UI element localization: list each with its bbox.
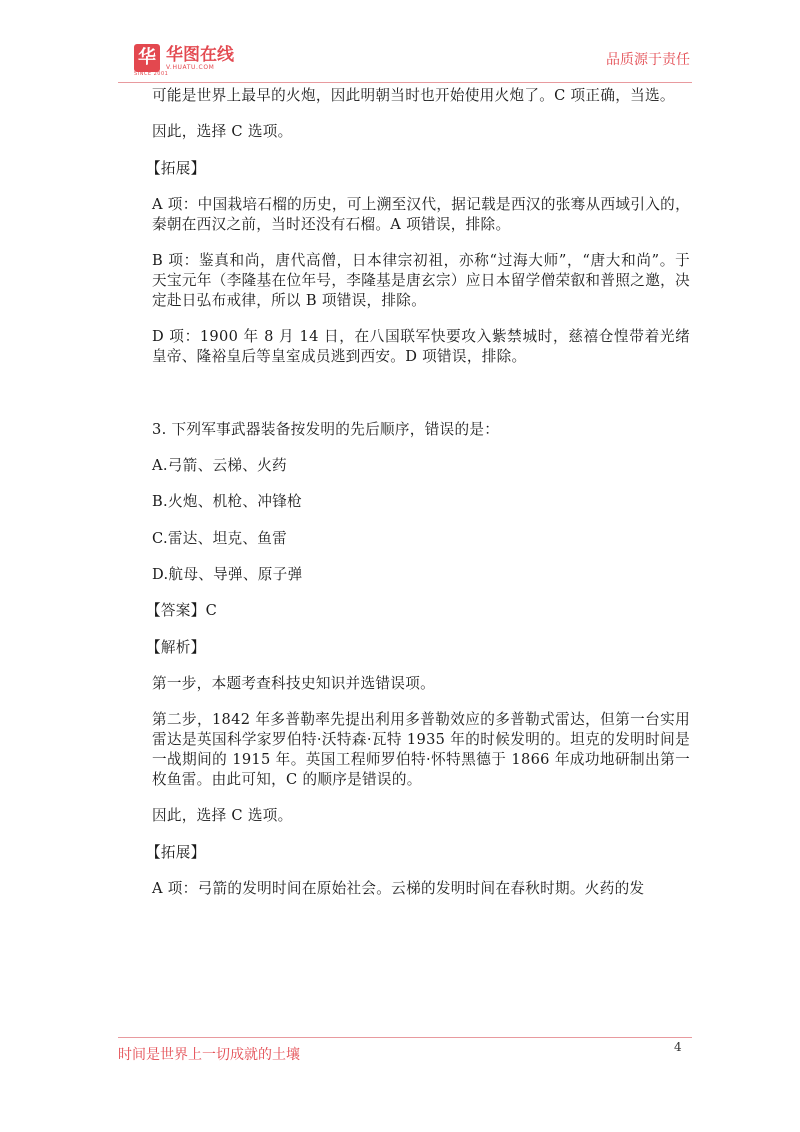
analysis-paragraph: 因此，选择 C 选项。 [152,807,293,825]
paragraph: 可能是世界上最早的火炮，因此明朝当时也开始使用火炮了。C 项正确，当选。 [152,87,675,104]
document-body [146,86,690,915]
option-b: B.火炮、机枪、冲锋枪 [152,493,303,511]
header-slogan: 品质源于责任 [606,52,690,68]
question-stem: 3. 下列军事武器装备按发明的先后顺序，错误的是： [152,420,500,438]
option-d: D.航母、导弹、原子弹 [152,565,303,583]
logo-since: SINCE 2001 [134,71,169,77]
option-a: A.弓箭、云梯、火药 [152,457,287,475]
header-divider [118,82,692,83]
paragraph: A 项：中国栽培石榴的历史，可上溯至汉代，据记载是西汉的张骞从西域引入的，秦朝在西汉之前，当时还没有石榴。A 项错误，排除。 [152,195,690,233]
spacer [152,384,690,420]
answer-label: 【答案】C [146,602,218,620]
paragraph: D 项：1900 年 8 月 14 日，在八国联军快要攻入紫禁城时，慈禧仓惶带着光绪皇帝、隆裕皇后等皇室成员逃到西安。D 项错误，排除。 [152,328,690,366]
footer-motto: 时间是世界上一切成就的土壤 [118,1047,300,1063]
logo-text: 华图在线 [166,44,234,65]
analysis-paragraph: 第二步，1842 年多普勒率先提出利用多普勒效应的多普勒式雷达，但第一台实用雷达是英国科学家罗伯特·沃特森·瓦特 1935 年的时候发明的。坦克的发明时间是一战期间的 1915 年。英国工程师罗伯特·怀特黑德于 1866 年成功地研制出第一枚鱼雷。由此可知，C 的顺序是错误的。 [152,711,690,789]
paragraph: B 项：鉴真和尚，唐代高僧，日本律宗初祖，亦称“过海大师”，“唐大和尚”。于天宝元年（李隆基在位年号，李隆基是唐玄宗）应日本留学僧荣叡和普照之邀，决定赴日弘布戒律，所以 B 项错误，排除。 [152,252,690,310]
logo-url: V.HUATU.COM [166,63,215,71]
footer-divider [118,1037,692,1038]
huatu-logo [134,43,234,77]
analysis-label: 【解析】 [146,638,206,656]
page-header [0,0,800,82]
option-c: C.雷达、坦克、鱼雷 [152,529,288,547]
paragraph: 因此，选择 C 选项。 [152,123,293,141]
analysis-paragraph: 第一步，本题考查科技史知识并选错误项。 [152,674,435,692]
section-label-extension: 【拓展】 [146,159,206,177]
section-label-extension: 【拓展】 [146,843,206,861]
analysis-paragraph: A 项：弓箭的发明时间在原始社会。云梯的发明时间在春秋时期。火药的发 [152,880,645,898]
page-number: 4 [674,1040,682,1054]
huatu-logo-icon: 华 [134,44,160,72]
